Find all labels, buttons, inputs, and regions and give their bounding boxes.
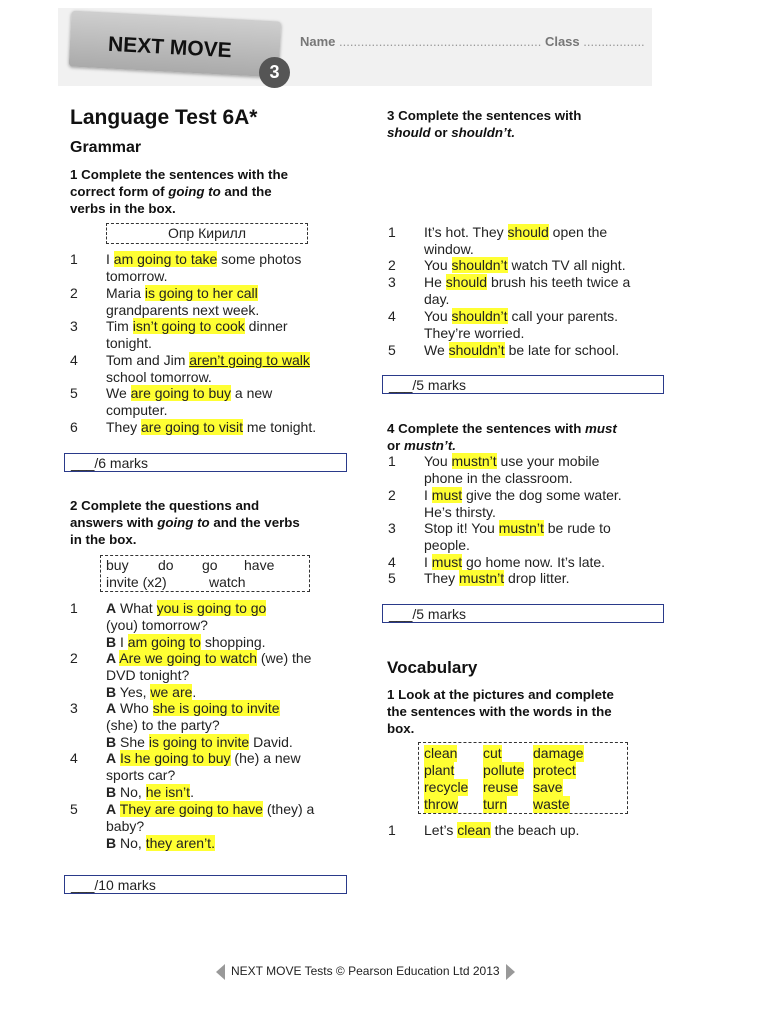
s3-item-line: [424, 224, 664, 241]
s3-item-line: [424, 342, 664, 359]
s2-answer-highlight: is going to invite: [148, 734, 250, 750]
s2-item-text-part: Who: [116, 700, 153, 716]
s2-item-text-part: (he) a new: [230, 750, 301, 766]
s2-speaker-label: A: [106, 750, 117, 766]
s2-speaker-label: A: [106, 600, 117, 616]
s2-answer-highlight: we are: [150, 684, 193, 700]
s2-item-text-part: David.: [249, 734, 293, 750]
footer-text: NEXT MOVE Tests © Pearson Education Ltd 2013: [231, 964, 500, 979]
class-field-dots: .................: [583, 34, 645, 49]
s2-question-line: sports car?: [106, 767, 176, 783]
s3-instruction-part: should: [387, 125, 431, 140]
s2-marks-text: ___/10 marks: [71, 877, 156, 893]
s3-item-line: [424, 308, 664, 325]
v1-item-text-part: Let’s: [424, 822, 458, 838]
s2-question-line: (you) tomorrow?: [106, 617, 208, 633]
s1-answer-highlight: am going to take: [113, 251, 218, 267]
s2-speaker-label: B: [106, 784, 117, 800]
s2-instruction-line: 2 Complete the questions and: [70, 498, 260, 513]
s2-item-text: [106, 700, 356, 751]
v1-instruction-line: 1 Look at the pictures and complete: [387, 687, 614, 702]
s3-item-line: [424, 257, 664, 274]
s4-item-number: 5: [388, 570, 396, 586]
s2-answer-highlight: he isn’t: [145, 784, 191, 800]
v1-instruction-line: box.: [387, 721, 415, 736]
grammar-heading: Grammar: [70, 139, 142, 156]
s1-item-text-part: Tim: [106, 318, 133, 334]
s2-answer-highlight: They are going to have: [119, 801, 263, 817]
s4-item-text: [424, 487, 664, 521]
s2-item-text-part: No,: [116, 835, 146, 851]
s3-instruction-line: [387, 124, 581, 141]
s4-item-number: 2: [388, 487, 396, 503]
s3-item-text-part: open the: [548, 224, 608, 240]
s4-instruction-line: [387, 420, 617, 437]
s2-instruction-line: [70, 514, 300, 531]
s2-question-line: [106, 650, 356, 667]
s3-answer-highlight: shouldn’t: [451, 257, 508, 273]
s1-item-text-part: Maria: [106, 285, 145, 301]
s2-instruction-line: in the box.: [70, 532, 137, 547]
s2-item-number: 5: [70, 801, 78, 817]
v1-box-word: turn: [483, 796, 508, 812]
s2-answer-line: [106, 784, 356, 801]
s2-item-text-part: (we) the: [257, 650, 312, 666]
name-class-line: [300, 34, 645, 49]
s1-item-text: [106, 251, 346, 285]
s4-item-text: [424, 520, 664, 554]
v1-instruction: [387, 686, 614, 737]
s3-item-number: 3: [388, 274, 396, 290]
name-field-dots: ........................................................: [339, 34, 542, 49]
s4-instruction-part: or: [387, 438, 404, 453]
s1-answer-highlight: isn’t going to cook: [132, 318, 245, 334]
s3-item-number: 5: [388, 342, 396, 358]
s3-item-text: [424, 224, 664, 258]
s1-item-text: [106, 352, 346, 386]
s3-item-line: day.: [424, 291, 450, 307]
s2-item-number: 4: [70, 750, 78, 766]
v1-box-word: throw: [424, 796, 459, 812]
page-title: Language Test 6A*: [70, 106, 258, 129]
s4-item-text-part: You: [424, 453, 452, 469]
s2-box-word: invite (x2): [106, 574, 167, 590]
v1-box-word: protect: [533, 762, 576, 778]
logo-number-badge: 3: [259, 57, 290, 88]
s3-item-text-part: watch TV all night.: [507, 257, 626, 273]
s4-item-text-part: I: [424, 554, 432, 570]
s1-marks-text: ___/6 marks: [71, 455, 149, 471]
s2-answer-highlight: am going to: [127, 634, 201, 650]
vocabulary-heading: Vocabulary: [387, 658, 478, 677]
s1-item-text-part: some photos: [217, 251, 302, 267]
s2-question-line: baby?: [106, 818, 145, 834]
s4-item-line: He’s thirsty.: [424, 504, 496, 520]
s3-item-text-part: It’s hot. They: [424, 224, 508, 240]
s1-item-line: [106, 285, 346, 302]
s3-item-text-part: brush his teeth twice a: [487, 274, 631, 290]
s3-item-line: window.: [424, 241, 474, 257]
s3-instruction-part: shouldn’t.: [451, 125, 516, 140]
s2-item-number: 3: [70, 700, 78, 716]
s2-answer-highlight: Are we going to watch: [119, 650, 257, 666]
s2-question-line: [106, 801, 356, 818]
s1-item-line: grandparents next week.: [106, 302, 260, 318]
footer: [216, 964, 515, 980]
s3-item-text: [424, 308, 664, 342]
s4-item-number: 3: [388, 520, 396, 536]
s1-item-text-part: dinner: [244, 318, 288, 334]
s1-item-line: computer.: [106, 402, 168, 418]
s3-instruction: [387, 107, 581, 141]
s4-instruction-part: 4 Complete the sentences with: [387, 421, 586, 436]
v1-item-number: 1: [388, 822, 396, 838]
s3-item-text: [424, 257, 664, 274]
s2-item-number: 1: [70, 600, 78, 616]
s4-answer-highlight: mustn’t: [459, 570, 505, 586]
s1-answer-highlight: aren’t going to walk: [189, 352, 310, 368]
s4-item-line: [424, 453, 664, 470]
s3-item-text-part: We: [424, 342, 449, 358]
s2-box-word: have: [244, 557, 275, 573]
s3-item-text-part: be late for school.: [504, 342, 620, 358]
s2-item-text-part: She: [116, 734, 149, 750]
s4-item-text-part: They: [424, 570, 460, 586]
class-label: Class: [544, 34, 580, 49]
s2-item-text: [106, 750, 356, 801]
s2-item-text-part: .: [192, 684, 197, 700]
s2-answer-line: [106, 684, 356, 701]
s4-answer-highlight: must: [431, 487, 463, 503]
s1-item-line: tonight.: [106, 335, 152, 351]
s4-item-number: 4: [388, 554, 396, 570]
s2-box-word: go: [202, 557, 218, 573]
s2-item-text-part: No,: [116, 784, 146, 800]
s2-box-word: do: [158, 557, 174, 573]
s2-speaker-label: A: [106, 700, 117, 716]
v1-box-word: pollute: [483, 762, 525, 778]
s2-item-number: 2: [70, 650, 78, 666]
s2-speaker-label: A: [106, 650, 117, 666]
s2-speaker-label: B: [106, 734, 117, 750]
s4-marks-box: [382, 604, 664, 623]
s2-box-word: watch: [209, 574, 246, 590]
v1-box-word: waste: [533, 796, 570, 812]
s1-instruction: [70, 166, 288, 217]
s1-item-text: [106, 419, 346, 436]
s1-item-text-part: I: [106, 251, 114, 267]
s1-instruction-line: 1 Complete the sentences with the: [70, 167, 288, 182]
s2-answer-highlight: she is going to invite: [152, 700, 280, 716]
s3-answer-highlight: shouldn’t: [451, 308, 508, 324]
s3-item-text: [424, 274, 664, 308]
s3-item-text-part: He: [424, 274, 446, 290]
s1-instruction-part: correct form of: [70, 184, 169, 199]
s3-answer-highlight: should: [445, 274, 488, 290]
s2-answer-line: [106, 734, 356, 751]
s2-speaker-label: B: [106, 684, 117, 700]
s1-item-number: 1: [70, 251, 78, 267]
s3-item-text-part: You: [424, 257, 452, 273]
v1-box-word: save: [533, 779, 563, 795]
s2-item-text: [106, 600, 356, 651]
s2-item-text-part: I: [116, 634, 128, 650]
s3-item-text: [424, 342, 664, 359]
s2-question-line: [106, 700, 356, 717]
s3-item-text-part: call your parents.: [507, 308, 619, 324]
v1-word-box: [418, 742, 628, 814]
s3-item-number: 2: [388, 257, 396, 273]
s3-item-number: 4: [388, 308, 396, 324]
s1-marks-box: [64, 453, 347, 472]
s4-answer-highlight: mustn’t: [451, 453, 497, 469]
s2-answer-highlight: you is going to go: [156, 600, 267, 616]
s3-answer-highlight: shouldn’t: [448, 342, 505, 358]
s2-box-word: buy: [106, 557, 129, 573]
s1-item-number: 6: [70, 419, 78, 435]
s4-item-line: people.: [424, 537, 470, 553]
s2-instruction-part: going to: [157, 515, 210, 530]
s2-question-line: (she) to the party?: [106, 717, 220, 733]
s4-item-text: [424, 554, 664, 571]
s4-instruction-part: must: [585, 421, 617, 436]
s1-item-text: [106, 318, 346, 352]
s4-item-text-part: go home now. It’s late.: [462, 554, 606, 570]
s4-item-line: [424, 554, 664, 571]
s2-word-box: [100, 555, 310, 592]
s2-item-text-part: .: [190, 784, 194, 800]
s4-instruction: [387, 420, 617, 454]
v1-box-word: clean: [424, 745, 458, 761]
s2-question-line: [106, 750, 356, 767]
s1-item-line: [106, 385, 346, 402]
s4-marks-text: ___/5 marks: [389, 606, 467, 622]
s2-instruction: [70, 497, 300, 548]
s1-item-number: 4: [70, 352, 78, 368]
s2-answer-line: [106, 634, 356, 651]
s2-instruction-part: and the verbs: [209, 515, 300, 530]
s4-item-text-part: I: [424, 487, 432, 503]
s2-speaker-label: A: [106, 801, 117, 817]
s1-item-text-part: We: [106, 385, 131, 401]
s2-marks-box: [64, 875, 347, 894]
next-arrow-icon: [506, 964, 515, 980]
s1-answer-highlight: are going to buy: [130, 385, 232, 401]
v1-instruction-line: the sentences with the words in the: [387, 704, 612, 719]
v1-item-text: [424, 822, 664, 839]
s1-item-number: 5: [70, 385, 78, 401]
s4-item-line: [424, 520, 664, 537]
s4-item-text-part: be rude to: [543, 520, 611, 536]
logo-text: NEXT MOVE: [107, 32, 233, 63]
s1-item-text-part: me tonight.: [242, 419, 317, 435]
s2-speaker-label: B: [106, 634, 117, 650]
previous-arrow-icon: [216, 964, 225, 980]
s3-item-line: They’re worried.: [424, 325, 525, 341]
s1-word-box: [106, 223, 308, 244]
s1-answer-highlight: are going to visit: [141, 419, 243, 435]
s4-item-text-part: give the dog some water.: [462, 487, 622, 503]
s1-item-text: [106, 285, 346, 319]
s1-item-line: [106, 352, 346, 369]
s4-item-text: [424, 453, 664, 487]
s4-item-text-part: drop litter.: [504, 570, 570, 586]
s3-item-line: [424, 274, 664, 291]
s2-instruction-part: answers with: [70, 515, 158, 530]
s2-speaker-label: B: [106, 835, 117, 851]
s4-instruction-part: mustn’t.: [404, 438, 456, 453]
s4-item-number: 1: [388, 453, 396, 469]
s2-answer-highlight: they aren’t.: [145, 835, 215, 851]
s2-answer-highlight: Is he going to buy: [120, 750, 231, 766]
name-label: Name: [300, 34, 336, 49]
s4-answer-highlight: mustn’t: [498, 520, 544, 536]
s2-item-text-part: Yes,: [116, 684, 151, 700]
s2-answer-line: [106, 835, 356, 852]
s3-instruction-line: 3 Complete the sentences with: [387, 108, 582, 123]
s1-item-text: [106, 385, 346, 419]
s4-answer-highlight: must: [431, 554, 463, 570]
s1-item-text-part: Tom and Jim: [106, 352, 190, 368]
s3-item-text-part: You: [424, 308, 452, 324]
v1-box-word: cut: [483, 745, 502, 761]
v1-item-text-part: the beach up.: [490, 822, 580, 838]
s1-item-number: 3: [70, 318, 78, 334]
s2-item-text-part: (they) a: [262, 801, 315, 817]
s1-item-text-part: They: [106, 419, 142, 435]
s1-item-number: 2: [70, 285, 78, 301]
s1-item-line: [106, 318, 346, 335]
s1-word-box-text: Опр Кирилл: [167, 225, 247, 241]
s2-question-line: DVD tonight?: [106, 667, 190, 683]
s4-item-text-part: Stop it! You: [424, 520, 499, 536]
s1-item-line: tomorrow.: [106, 268, 168, 284]
s3-answer-highlight: should: [507, 224, 549, 240]
s3-marks-box: [382, 375, 664, 394]
v1-box-word: recycle: [424, 779, 469, 795]
s4-item-line: [424, 487, 664, 504]
s3-item-number: 1: [388, 224, 396, 240]
s1-item-line: school tomorrow.: [106, 369, 212, 385]
s1-instruction-line: [70, 183, 288, 200]
s1-item-line: [106, 419, 346, 436]
s4-item-line: phone in the classroom.: [424, 470, 573, 486]
v1-answer-highlight: clean: [457, 822, 491, 838]
s1-answer-highlight: is going to her call: [144, 285, 258, 301]
s1-item-text-part: a new: [231, 385, 273, 401]
s2-item-text-part: What: [116, 600, 157, 616]
v1-box-word: plant: [424, 762, 455, 778]
s1-instruction-part: and the: [220, 184, 272, 199]
s4-instruction-line: [387, 437, 617, 454]
s2-item-text-part: shopping.: [200, 634, 266, 650]
s3-instruction-part: or: [430, 125, 452, 140]
s1-instruction-part: going to: [168, 184, 221, 199]
v1-box-word: reuse: [483, 779, 519, 795]
s4-item-text: [424, 570, 664, 587]
s4-item-text-part: use your mobile: [496, 453, 600, 469]
s1-item-line: [106, 251, 346, 268]
s4-item-line: [424, 570, 664, 587]
s2-item-text: [106, 801, 356, 852]
s2-question-line: [106, 600, 356, 617]
s1-instruction-line: verbs in the box.: [70, 201, 176, 216]
s2-item-text: [106, 650, 356, 701]
s3-marks-text: ___/5 marks: [389, 377, 467, 393]
v1-box-word: damage: [533, 745, 584, 761]
